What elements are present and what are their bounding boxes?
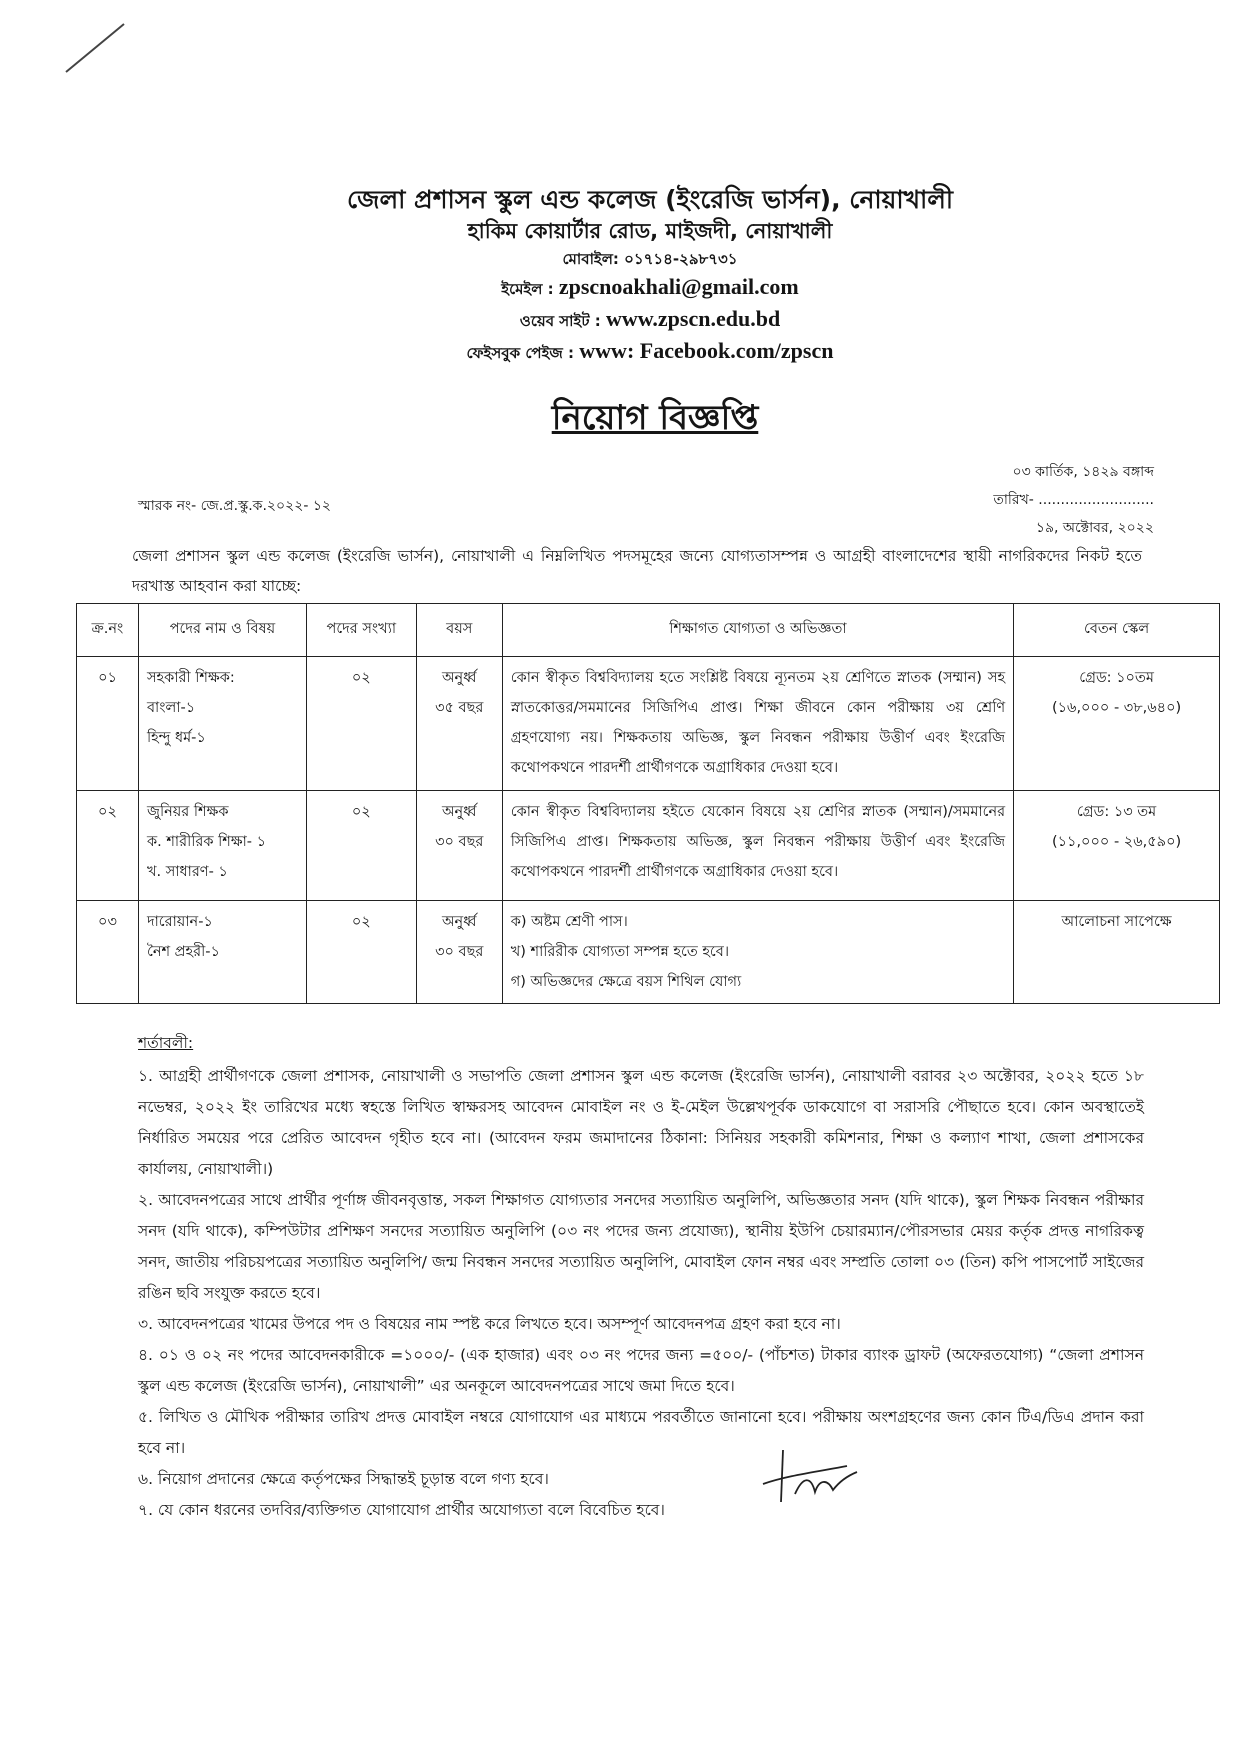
col-qualification: শিক্ষাগত যোগ্যতা ও অভিজ্ঞতা [502,604,1013,657]
facebook-url: www: Facebook.com/zpscn [579,338,834,363]
signature [755,1442,865,1512]
vacancy-table [76,603,1220,1004]
email-label: ইমেইল : [501,280,554,298]
table-header-row [77,604,1220,657]
count-cell: ০২ [306,901,416,1004]
website-url: www.zpscn.edu.bd [605,306,781,331]
term-item: ৪. ০১ ও ০২ নং পদের আবেদনকারীকে =১০০০/- (এক হাজার) এবং ০৩ নং পদের জন্য =৫০০/- (পাঁচশত) টাকার ব্যাংক ড্রাফট (অফেরতযোগ্য) “জেলা প্রশাসন স্কুল এন্ড কলেজ (ইংরেজি ভার্সন), নোয়াখালী” এর অনকূলে আবেদনপত্রের সাথে জমা দিতে হবে। [138,1346,1144,1395]
date-english: ১৯, অক্টোবর, ২০২২ [1035,520,1154,536]
email-line [60,272,1240,304]
qualification-cell: ক) অষ্টম শ্রেণী পাস। খ) শারিরীক যোগ্যতা সম্পন্ন হতে হবে। গ) অভিজ্ঞদের ক্ষেত্রে বয়স শিথিল যোগ্য [502,901,1013,1004]
age-cell: অনুর্ধ্ব ৩৫ বছর [416,657,502,791]
qualification-cell: কোন স্বীকৃত বিশ্ববিদ্যালয় হতে সংশ্লিষ্ট বিষয়ে ন্যূনতম ২য় শ্রেণিতে স্নাতক (সম্মান) সহ স্নাতকোত্তর/সমমানের সিজিপিএ প্রাপ্ত। শিক্ষা জীবনে কোন পরীক্ষায় ৩য় শ্রেণি গ্রহণযোগ্য নয়। শিক্ষকতায় অভিজ্ঞ, স্কুল নিবন্ধন পরীক্ষায় উত্তীর্ণ এবং ইংরেজি কথোপকথনে পারদর্শী প্রার্থীগণকে অগ্রাধিকার দেওয়া হবে। [502,657,1013,791]
term-item: ১. আগ্রহী প্রার্থীগণকে জেলা প্রশাসক, নোয়াখালী ও সভাপতি জেলা প্রশাসন স্কুল এন্ড কলেজ (ইংরেজি ভার্সন), নোয়াখালী বরাবর ২৩ অক্টোবর, ২০২২ হতে ১৮ নভেম্বর, ২০২২ ইং তারিখের মধ্যে স্বহস্তে লিখিত স্বাক্ষরসহ আবেদন মোবাইল নং ও ই-মেইল উল্লেখপূর্বক ডাকযোগে বা সরাসরি পৌছাতে হবে। কোন অবস্থাতেই নির্ধারিত সময়ের পরে প্রেরিত আবেদন গৃহীত হবে না। (আবেদন ফরম জমাদানের ঠিকানা: সিনিয়র সহকারী কমিশনার, শিক্ষা ও কল্যাণ শাখা, জেলা প্রশাসকের কার্যালয়, নোয়াখালী।) [138,1067,1144,1178]
letterhead [0,184,1240,368]
table-row [77,791,1220,901]
post-cell: দারোয়ান-১ নৈশ প্রহরী-১ [138,901,306,1004]
qualification-cell: কোন স্বীকৃত বিশ্ববিদ্যালয় হইতে যেকোন বিষয়ে ২য় শ্রেণির স্নাতক (সম্মান)/সমমানের সিজিপিএ প্রাপ্ত। শিক্ষকতায় অভিজ্ঞ, স্কুল নিবন্ধন পরীক্ষায় উত্তীর্ণ এবং ইংরেজি কথোপকথনে পারদর্শী প্রার্থীগণকে অগ্রাধিকার দেওয়া হবে। [502,791,1013,901]
serial-cell: ০২ [77,791,139,901]
post-cell: জুনিয়র শিক্ষক ক. শারীরিক শিক্ষা- ১ খ. সাধারণ- ১ [138,791,306,901]
date-block [993,458,1154,542]
website-label: ওয়েব সাইট : [519,312,601,330]
age-cell: অনুর্ধ্ব ৩০ বছর [416,901,502,1004]
term-item: ৭. যে কোন ধরনের তদবির/ব্যক্তিগত যোগাযোগ প্রার্থীর অযোগ্যতা বলে বিবেচিত হবে। [138,1501,665,1519]
term-item: ২. আবেদনপত্রের সাথে প্রার্থীর পূর্ণাঙ্গ জীবনবৃত্তান্ত, সকল শিক্ষাগত যোগ্যতার সনদের সত্যায়িত অনুলিপি, অভিজ্ঞতার সনদ (যদি থাকে), স্কুল শিক্ষক নিবন্ধন পরীক্ষার সনদ (যদি থাকে), কম্পিউটার প্রশিক্ষণ সনদের সত্যায়িত অনুলিপি (০৩ নং পদের জন্য প্রযোজ্য), স্থানীয় ইউপি চেয়ারম্যান/পৌরসভার মেয়র কর্তৃক প্রদত্ত নাগরিকত্ব সনদ, জাতীয় পরিচয়পত্রের সত্যায়িত অনুলিপি/ জন্ম নিবন্ধন সনদের সত্যায়িত অনুলিপি, মোবাইল ফোন নম্বর এবং সম্প্রতি তোলা ০৩ (তিন) কপি পাসপোর্ট সাইজের রঙিন ছবি সংযুক্ত করতে হবে। [138,1191,1144,1302]
age-cell: অনুর্ধ্ব ৩০ বছর [416,791,502,901]
col-count: পদের সংখ্যা [306,604,416,657]
notice-title: নিয়োগ বিজ্ঞপ্তি [551,398,759,438]
table-row [77,901,1220,1004]
website-line [60,304,1240,336]
institution-name: জেলা প্রশাসন স্কুল এন্ড কলেজ (ইংরেজি ভার্সন), নোয়াখালী [346,185,954,214]
term-item: ৬. নিয়োগ প্রদানের ক্ষেত্রে কর্তৃপক্ষের সিদ্ধান্তই চূড়ান্ত বলে গণ্য হবে। [138,1470,549,1488]
intro-paragraph: জেলা প্রশাসন স্কুল এন্ড কলেজ (ইংরেজি ভার্সন), নোয়াখালী এ নিম্নলিখিত পদসমূহের জন্যে যোগ্যতাসম্পন্ন ও আগ্রহী বাংলাদেশের স্থায়ী নাগরিকদের নিকট হতে দরখাস্ত আহবান করা যাচ্ছে: [132,547,1142,595]
col-age: বয়স [416,604,502,657]
mobile-number: মোবাইল: ০১৭১৪-২৯৮৭৩১ [562,250,738,268]
count-cell: ০২ [306,657,416,791]
col-post: পদের নাম ও বিষয় [138,604,306,657]
scale-cell: গ্রেড: ১৩ তম (১১,০০০ - ২৬,৫৯০) [1014,791,1220,901]
term-item: ৫. লিখিত ও মৌখিক পরীক্ষার তারিখ প্রদত্ত মোবাইল নম্বরে যোগাযোগ এর মাধ্যমে পরবর্তীতে জানানো হবে। পরীক্ষায় অংশগ্রহণের জন্য কোন টিএ/ডিএ প্রদান করা হবে না। [138,1408,1144,1457]
term-item: ৩. আবেদনপত্রের খামের উপরে পদ ও বিষয়ের নাম স্পষ্ট করে লিখতে হবে। অসম্পূর্ণ আবেদনপত্র গ্রহণ করা হবে না। [138,1315,841,1333]
terms-title: শর্তাবলী: [138,1034,194,1052]
col-serial: ক্র.নং [77,604,139,657]
col-scale: বেতন স্কেল [1014,604,1220,657]
serial-cell: ০৩ [77,901,139,1004]
scale-cell: গ্রেড: ১০তম (১৬,০০০ - ৩৮,৬৪০) [1014,657,1220,791]
table-row [77,657,1220,791]
terms-section [138,1028,1144,1526]
facebook-label: ফেইসবুক পেইজ : [466,344,575,362]
date-label: তারিখ- .......................... [993,492,1154,508]
memo-number: স্মারক নং- জে.প্র.স্কু.ক.২০২২- ১২ [138,498,332,514]
email-address: zpscnoakhali@gmail.com [558,274,799,299]
institution-address: হাকিম কোয়ার্টার রোড, মাইজদী, নোয়াখালী [467,219,833,243]
post-cell: সহকারী শিক্ষক: বাংলা-১ হিন্দু ধর্ম-১ [138,657,306,791]
scale-cell: আলোচনা সাপেক্ষে [1014,901,1220,1004]
pen-scratch-mark [60,18,130,78]
facebook-line [60,336,1240,368]
date-bangla: ০৩ কার্তিক, ১৪২৯ বঙ্গাব্দ [1012,464,1154,480]
count-cell: ০২ [306,791,416,901]
serial-cell: ০১ [77,657,139,791]
